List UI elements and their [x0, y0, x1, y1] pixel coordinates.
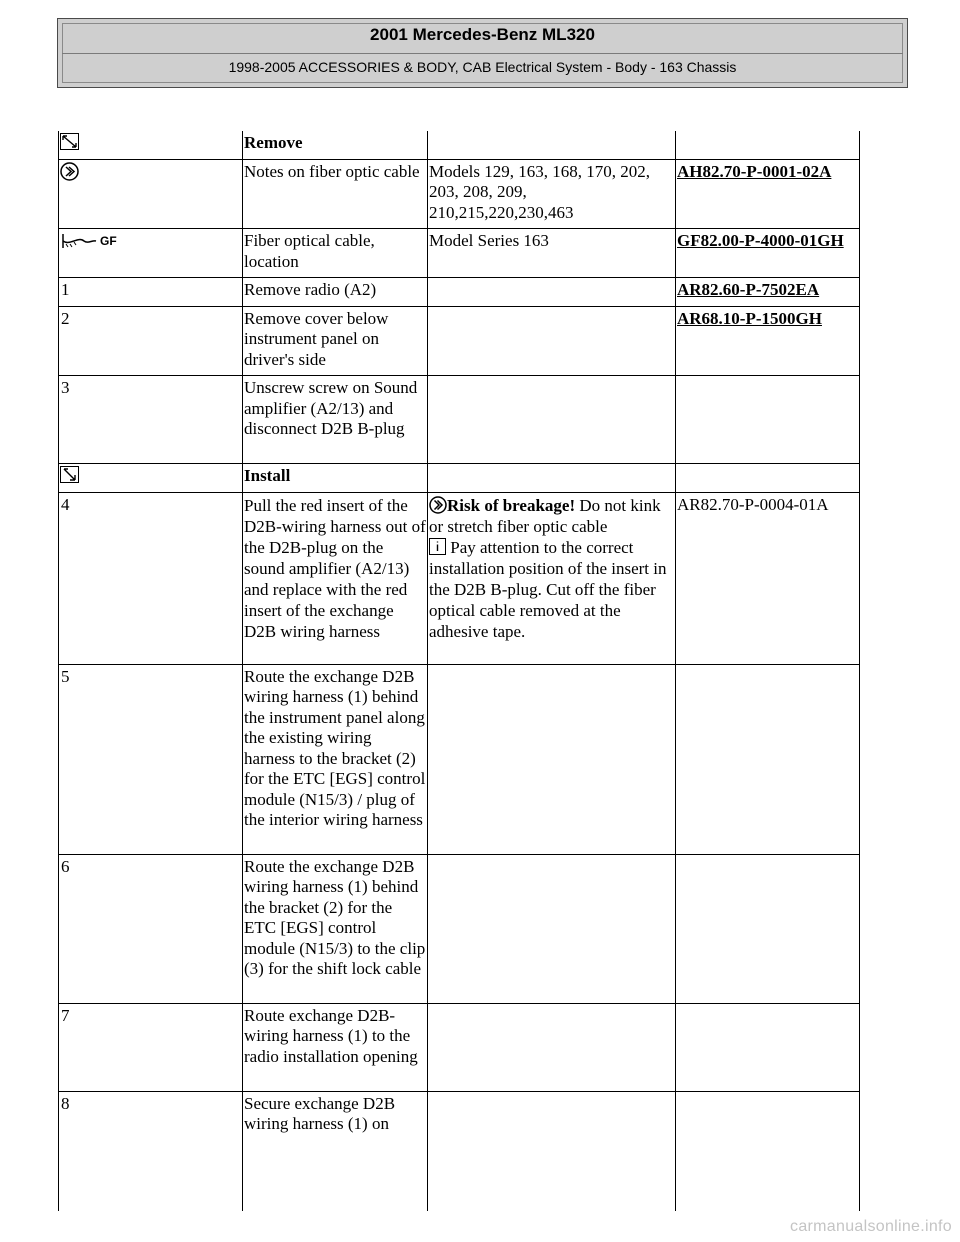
table-row: [59, 664, 860, 854]
table-row: [59, 492, 860, 664]
reference-link[interactable]: AR68.10-P-1500GH: [677, 308, 822, 328]
instruction-cell: Secure exchange D2B wiring harness (1) on: [243, 1091, 428, 1211]
step-cell: 6: [59, 854, 243, 1003]
note-cell: [428, 278, 676, 307]
watermark: carmanualsonline.info: [790, 1218, 952, 1235]
reference-text: AR82.70-P-0004-01A: [677, 494, 829, 514]
document-header-banner: [57, 18, 908, 88]
table-row: [59, 464, 860, 493]
warning-arrow-icon: [429, 496, 447, 514]
table-row: [59, 1091, 860, 1211]
instruction-cell: Remove radio (A2): [243, 278, 428, 307]
document-title: 2001 Mercedes-Benz ML320: [370, 25, 595, 44]
table-row: [59, 376, 860, 464]
note-cell: [428, 306, 676, 376]
instruction-cell: [243, 131, 428, 159]
table-row: [59, 131, 860, 159]
instruction-cell: Route the exchange D2B wiring harness (1) behind the instrument panel along the existing wiring harness to the bracket (2) for the ETC [EGS] control module (N15/3) / plug of the interior wiring harness: [243, 664, 428, 854]
note-cell: Model Series 163: [428, 229, 676, 278]
instruction-cell: Route the exchange D2B wiring harness (1) behind the bracket (2) for the ETC [EGS] control module (N15/3) to the clip (3) for the shift lock cable: [243, 854, 428, 1003]
table-row: [59, 278, 860, 307]
reference-link[interactable]: AH82.70-P-0001-02A: [677, 161, 832, 181]
instruction-cell: [243, 464, 428, 493]
step-cell: 1: [59, 278, 243, 307]
gf-function-icon: [60, 231, 117, 252]
info-icon: [429, 538, 446, 555]
section-heading-install: Install: [244, 466, 291, 485]
instruction-cell: Route exchange D2B-wiring harness (1) to the radio installation opening: [243, 1003, 428, 1091]
step-cell: 8: [59, 1091, 243, 1211]
step-cell: [59, 159, 243, 229]
reference-cell: [676, 229, 860, 278]
note-cell: [428, 464, 676, 493]
table-row: [59, 854, 860, 1003]
reference-cell: [676, 1091, 860, 1211]
step-cell: [59, 229, 243, 278]
banner-divider: [62, 53, 903, 54]
instruction-cell: Unscrew screw on Sound amplifier (A2/13) and disconnect D2B B-plug: [243, 376, 428, 464]
reference-cell: [676, 376, 860, 464]
reference-cell: [676, 306, 860, 376]
reference-cell: [676, 464, 860, 493]
gf-icon-label: GF: [100, 234, 117, 248]
remove-icon: [60, 133, 79, 150]
reference-link[interactable]: GF82.00-P-4000-01GH: [677, 231, 844, 250]
info-arrow-icon: [60, 162, 79, 181]
table-row: [59, 1003, 860, 1091]
step-cell: [59, 131, 243, 159]
warning-text: Do not kink or stretch fiber optic cable: [429, 495, 661, 536]
instruction-cell: Remove cover below instrument panel on driver's side: [243, 306, 428, 376]
step-cell: 4: [59, 492, 243, 664]
step-cell: 2: [59, 306, 243, 376]
reference-cell: [676, 278, 860, 307]
instruction-cell: Notes on fiber optic cable: [243, 159, 428, 229]
warning-title: Risk of breakage!: [447, 495, 576, 515]
step-cell: 3: [59, 376, 243, 464]
instruction-cell: Fiber optical cable, location: [243, 229, 428, 278]
note-cell: [428, 1091, 676, 1211]
reference-cell: [676, 492, 860, 664]
reference-cell: [676, 1003, 860, 1091]
document-subtitle: 1998-2005 ACCESSORIES & BODY, CAB Electrical System - Body - 163 Chassis: [228, 59, 737, 75]
note-cell: Models 129, 163, 168, 170, 202, 203, 208, 209, 210,215,220,230,463: [428, 159, 676, 229]
step-cell: [59, 464, 243, 493]
note-cell: [428, 376, 676, 464]
note-cell: [428, 492, 676, 664]
reference-cell: [676, 131, 860, 159]
reference-cell: [676, 159, 860, 229]
table-row: [59, 306, 860, 376]
step-cell: 7: [59, 1003, 243, 1091]
note-cell: [428, 131, 676, 159]
step-cell: 5: [59, 664, 243, 854]
install-icon: [60, 466, 79, 483]
note-cell: [428, 854, 676, 1003]
instruction-cell: Pull the red insert of the D2B-wiring harness out of the D2B-plug on the sound amplifier (A2/13) and replace with the red insert of the exchange D2B wiring harness: [243, 492, 428, 664]
reference-link[interactable]: AR82.60-P-7502EA: [677, 280, 820, 299]
procedure-table: [58, 131, 860, 1211]
note-cell: [428, 1003, 676, 1091]
table-row: [59, 229, 860, 278]
reference-cell: [676, 664, 860, 854]
info-text: Pay attention to the correct installation position of the insert in the D2B B-plug. Cut off the fiber optical cable removed at the adhesive tape.: [429, 537, 667, 641]
reference-cell: [676, 854, 860, 1003]
table-row: [59, 159, 860, 229]
note-cell: [428, 664, 676, 854]
section-heading-remove: Remove: [244, 133, 303, 152]
